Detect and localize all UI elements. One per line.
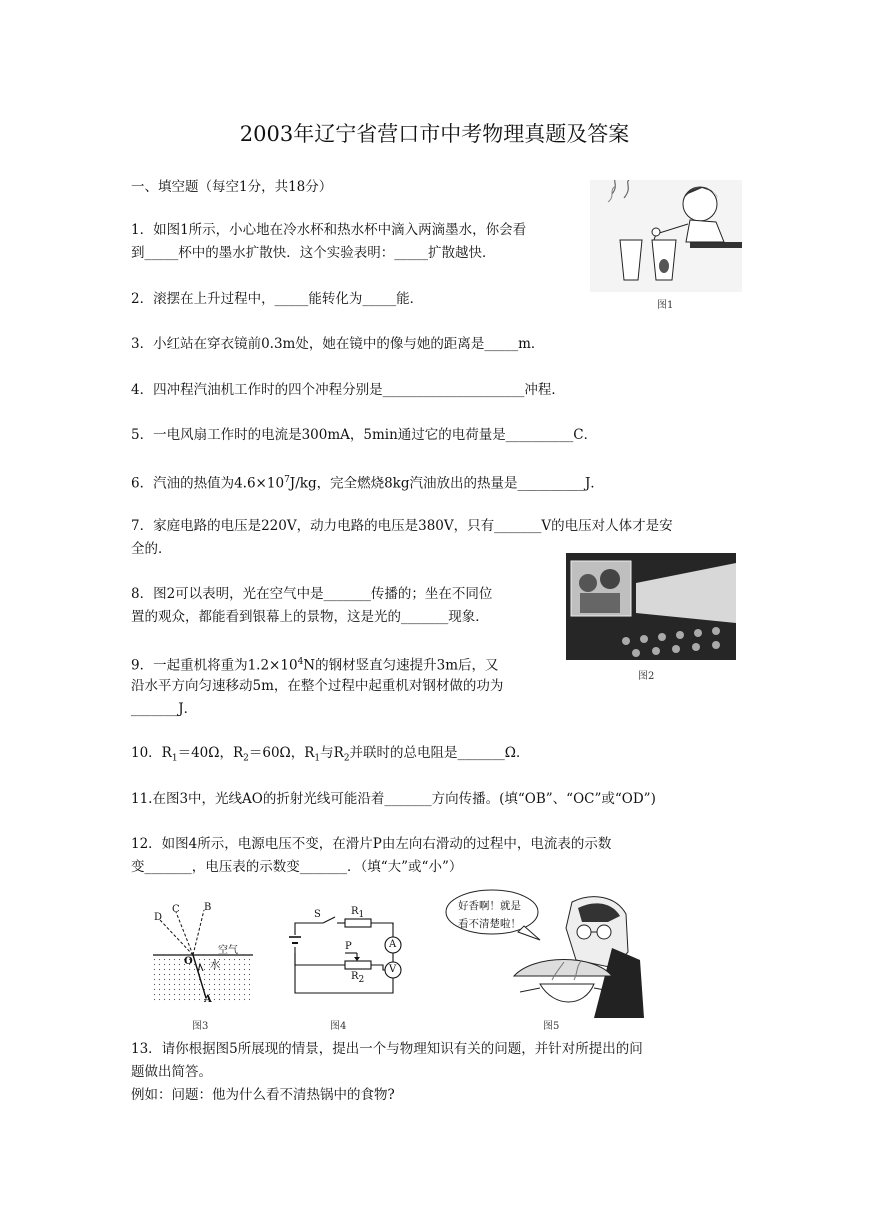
figure-2-caption: 图2 — [638, 671, 655, 682]
question-8-line-2: 置的观众，都能看到银幕上的景物，这是光的_______现象． — [131, 609, 489, 625]
question-7-line-2: 全的． — [131, 541, 172, 557]
figure-4-circuit — [283, 905, 413, 1000]
question-7-line-1: 7．家庭电路的电压是220V，动力电路的电压是380V，只有_______V的电压对人体才是安 — [131, 518, 673, 534]
figure-5-caption: 图5 — [543, 1021, 560, 1032]
figure-4-label-p: P — [345, 941, 352, 952]
figure-5-illustration — [444, 888, 644, 1018]
figure-1-caption: 图1 — [657, 300, 674, 311]
question-12-line-2: 变_______，电压表的示数变_______．（填“大”或“小”） — [131, 859, 463, 875]
figure-3-label-d: D — [154, 912, 163, 923]
question-13-line-1: 13．请你根据图5所展现的情景，提出一个与物理知识有关的问题，并针对所提出的问 — [131, 1041, 643, 1057]
figure-4-caption: 图4 — [330, 1021, 347, 1032]
question-8-line-1: 8．图2可以表明，光在空气中是_______传播的；坐在不同位 — [131, 586, 493, 602]
question-6: 6．汽油的热值为$4.6\times 10^7J/kg$，完全燃烧8kg汽油放出的热量是__________J． — [131, 475, 604, 492]
figure-4-label-ammeter: A — [389, 939, 397, 950]
figure-2-illustration — [566, 553, 736, 660]
figure-1-illustration — [590, 180, 742, 292]
figure-4-label-r1: R1 — [351, 906, 365, 920]
figure-3-label-o: O — [184, 956, 193, 967]
question-2: 2．滚摆在上升过程中，_____能转化为_____能． — [131, 291, 424, 307]
question-9-line-1: 9．一起重机将重为$1.2\times 10^4N$的钢材竖直匀速提升3m后，又 — [131, 657, 499, 674]
question-11: 11.在图3中，光线AO的折射光线可能沿着_______方向传播。(填“OB”、“OC”或“OD”) — [131, 791, 656, 807]
figure-3-label-water: 水 — [210, 960, 220, 971]
question-12-line-1: 12．如图4所示，电源电压不变，在滑片P由左向右滑动的过程中，电流表的示数 — [131, 836, 612, 852]
question-4: 4．四冲程汽油机工作时的四个冲程分别是_____________________冲程． — [131, 382, 565, 398]
question-3: 3．小红站在穿衣镜前0.3m处，她在镜中的像与她的距离是_____m． — [131, 336, 545, 352]
question-9-line-3: _______J． — [131, 701, 198, 717]
page-title: 2003年辽宁省营口市中考物理真题及答案 — [239, 122, 630, 146]
question-1-line-2: 到_____杯中的墨水扩散快．这个实验表明：_____扩散越快． — [131, 245, 496, 261]
figure-3-label-a: A — [204, 994, 212, 1005]
figure-3-label-air: 空气 — [218, 945, 238, 956]
figure-4-label-s: S — [314, 909, 321, 920]
question-13-line-2: 题做出简答。 — [131, 1064, 212, 1080]
question-1-line-1: 1．如图1所示，小心地在冷水杯和热水杯中滴入两滴墨水，你会看 — [131, 222, 527, 238]
question-9-line-2: 沿水平方向匀速移动5m，在整个过程中起重机对钢材做的功为 — [131, 678, 504, 694]
figure-3-label-b: B — [204, 902, 212, 913]
figure-4-label-r2: R2 — [351, 971, 365, 985]
question-5: 5．一电风扇工作时的电流是300mA，5min通过它的电荷量是__________C． — [131, 427, 598, 443]
figure-5-bubble-line-2: 看不清楚啦！ — [458, 918, 521, 930]
question-13-example: 例如：问题：他为什么看不清热锅中的食物? — [131, 1087, 395, 1103]
figure-3-caption: 图3 — [192, 1021, 209, 1032]
question-10: 10．$R_1=40\Omega$，$R_2=60\Omega$，$R_1$与$R_2$并联时的总电阻是_______Ω． — [131, 745, 530, 764]
figure-4-label-voltmeter: V — [389, 964, 397, 975]
figure-5-bubble-line-1: 好香啊！就是 — [458, 900, 521, 912]
section-heading: 一、填空题（每空1分，共18分） — [131, 179, 333, 195]
figure-3-label-c: C — [172, 904, 180, 915]
figure-3-diagram — [148, 898, 258, 1008]
